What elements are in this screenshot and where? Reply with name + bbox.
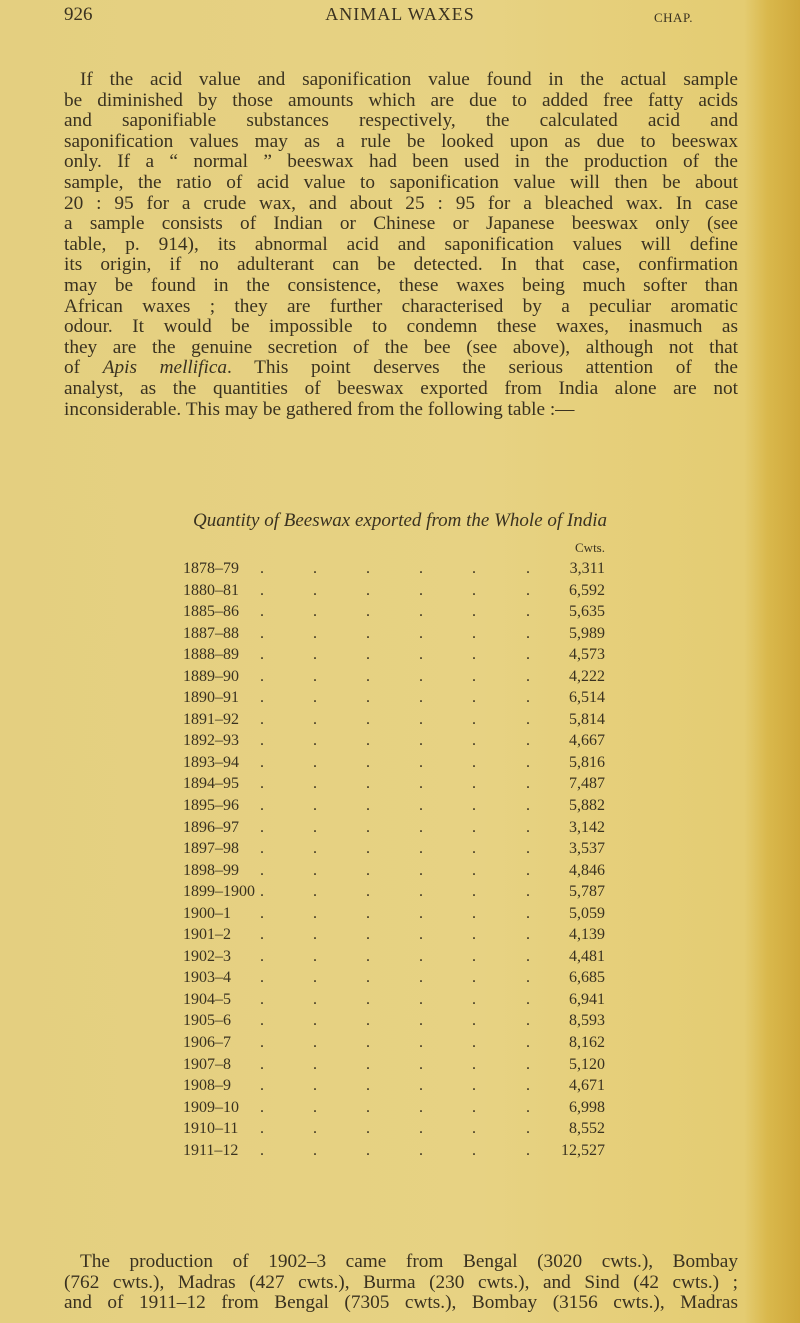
leader-dot: . (419, 732, 423, 750)
text-line: analyst, as the quantities of beeswax exported from India alone are not (64, 377, 738, 399)
leader-dot: . (526, 947, 530, 965)
year-cell: 1899–1900 (183, 883, 255, 901)
table-row (0, 881, 800, 903)
year-cell: 1895–96 (183, 797, 239, 815)
leader-dot: . (419, 1034, 423, 1052)
leader-dot: . (419, 904, 423, 922)
leader-dot: . (526, 753, 530, 771)
leader-dot: . (313, 861, 317, 879)
text-line: and of 1911–12 from Bengal (7305 cwts.), Bombay (3156 cwts.), Madras (64, 1292, 738, 1314)
table-row (0, 773, 800, 795)
text-line: and saponifiable substances respectively, the calculated acid and (64, 110, 738, 132)
year-cell: 1891–92 (183, 710, 239, 728)
leader-dot: . (526, 710, 530, 728)
leader-dot: . (472, 1077, 476, 1095)
leader-dot: . (419, 1120, 423, 1138)
year-cell: 1903–4 (183, 969, 231, 987)
value-cell: 5,882 (569, 797, 605, 815)
leader-dot: . (419, 753, 423, 771)
text-line: If the acid value and saponification value found in the actual sample (80, 69, 738, 90)
text-line: be diminished by those amounts which are due to added free fatty acids (64, 89, 738, 111)
value-cell: 5,787 (569, 883, 605, 901)
leader-dot: . (526, 904, 530, 922)
leader-dot: . (260, 969, 264, 987)
text-line: its origin, if no adulterant can be detected. In that case, confirmation (64, 254, 738, 276)
leader-dot: . (260, 753, 264, 771)
leader-dot: . (419, 581, 423, 599)
leader-dot: . (260, 710, 264, 728)
text-line: (762 cwts.), Madras (427 cwts.), Burma (230 cwts.), and Sind (42 cwts.) ; (64, 1271, 738, 1293)
value-cell: 5,814 (569, 710, 605, 728)
leader-dot: . (313, 840, 317, 858)
table-row (0, 644, 800, 666)
text-line: table, p. 914), its abnormal acid and saponification values will define (64, 233, 738, 255)
leader-dot: . (313, 990, 317, 1008)
year-cell: 1902–3 (183, 947, 231, 965)
leader-dot: . (313, 646, 317, 664)
year-cell: 1890–91 (183, 689, 239, 707)
year-cell: 1898–99 (183, 861, 239, 879)
running-title: ANIMAL WAXES (325, 4, 475, 24)
leader-dot: . (526, 1098, 530, 1116)
value-cell: 5,816 (569, 753, 605, 771)
leader-dot: . (366, 904, 370, 922)
text-line: a sample consists of Indian or Chinese or Japanese beeswax only (see (64, 213, 738, 235)
leader-dot: . (419, 969, 423, 987)
leader-dot: . (526, 1077, 530, 1095)
year-cell: 1910–11 (183, 1120, 239, 1138)
leader-dot: . (366, 646, 370, 664)
leader-dot: . (260, 667, 264, 685)
leader-dot: . (472, 560, 476, 577)
leader-dot: . (366, 840, 370, 858)
leader-dot: . (526, 990, 530, 1008)
text-line: odour. It would be impossible to condemn these waxes, inasmuch as (64, 316, 738, 338)
leader-dot: . (260, 775, 264, 793)
leader-dot: . (472, 624, 476, 642)
leader-dot: . (260, 797, 264, 815)
table-row (0, 838, 800, 860)
value-cell: 3,142 (569, 818, 605, 836)
year-cell: 1904–5 (183, 990, 231, 1008)
leader-dot: . (526, 840, 530, 858)
text-line: of Apis mellifica. This point deserves the serious attention of the (64, 357, 738, 379)
leader-dot: . (419, 797, 423, 815)
leader-dot: . (260, 581, 264, 599)
leader-dot: . (472, 1098, 476, 1116)
leader-dot: . (313, 732, 317, 750)
year-cell: 1878–79 (183, 560, 239, 577)
table-row (0, 709, 800, 731)
year-cell: 1901–2 (183, 926, 231, 944)
value-cell: 3,537 (569, 840, 605, 858)
value-cell: 7,487 (569, 775, 605, 793)
table-row (0, 1118, 800, 1140)
leader-dot: . (419, 1141, 423, 1159)
table-row (0, 1054, 800, 1076)
text-line: The production of 1902–3 came from Bengal (3020 cwts.), Bombay (80, 1251, 738, 1272)
leader-dot: . (366, 1120, 370, 1138)
value-cell: 6,685 (569, 969, 605, 987)
table-row (0, 1097, 800, 1119)
leader-dot: . (472, 1055, 476, 1073)
leader-dot: . (472, 581, 476, 599)
leader-dot: . (419, 667, 423, 685)
leader-dot: . (260, 926, 264, 944)
page-number: 926 (64, 4, 93, 25)
value-cell: 6,998 (569, 1098, 605, 1116)
leader-dot: . (472, 883, 476, 901)
leader-dot: . (419, 646, 423, 664)
table-row (0, 946, 800, 968)
leader-dot: . (366, 990, 370, 1008)
leader-dot: . (526, 861, 530, 879)
year-cell: 1907–8 (183, 1055, 231, 1073)
leader-dot: . (366, 775, 370, 793)
leader-dot: . (526, 603, 530, 621)
leader-dot: . (472, 818, 476, 836)
text-line: only. If a “ normal ” beeswax had been used in the production of the (64, 151, 738, 173)
paragraph-intro (64, 70, 738, 420)
leader-dot: . (260, 904, 264, 922)
leader-dot: . (366, 1077, 370, 1095)
leader-dot: . (313, 667, 317, 685)
leader-dot: . (526, 1012, 530, 1030)
leader-dot: . (313, 947, 317, 965)
leader-dot: . (366, 926, 370, 944)
year-cell: 1893–94 (183, 753, 239, 771)
paragraph-production (64, 1252, 738, 1314)
table-row (0, 989, 800, 1011)
table-title: Quantity of Beeswax exported from the Whole of India (192, 510, 608, 531)
leader-dot: . (472, 1012, 476, 1030)
value-cell: 4,667 (569, 732, 605, 750)
leader-dot: . (472, 603, 476, 621)
year-cell: 1911–12 (183, 1141, 239, 1159)
value-cell: 5,989 (569, 624, 605, 642)
leader-dot: . (366, 581, 370, 599)
table-row (0, 1032, 800, 1054)
table-row (0, 817, 800, 839)
leader-dot: . (366, 1141, 370, 1159)
leader-dot: . (366, 689, 370, 707)
leader-dot: . (366, 710, 370, 728)
value-cell: 4,481 (569, 947, 605, 965)
leader-dot: . (526, 1141, 530, 1159)
year-cell: 1900–1 (183, 904, 231, 922)
year-cell: 1905–6 (183, 1012, 231, 1030)
value-cell: 8,162 (569, 1034, 605, 1052)
leader-dot: . (526, 560, 530, 577)
leader-dot: . (260, 840, 264, 858)
chapter-label: CHAP. (654, 10, 693, 25)
leader-dot: . (419, 624, 423, 642)
leader-dot: . (260, 1077, 264, 1095)
value-cell: 6,592 (569, 581, 605, 599)
leader-dot: . (366, 753, 370, 771)
leader-dot: . (526, 1034, 530, 1052)
leader-dot: . (472, 797, 476, 815)
year-cell: 1885–86 (183, 603, 239, 621)
leader-dot: . (260, 624, 264, 642)
text-line: may be found in the consistence, these waxes being much softer than (64, 274, 738, 296)
export-table (0, 558, 800, 1161)
leader-dot: . (472, 926, 476, 944)
leader-dot: . (313, 753, 317, 771)
leader-dot: . (313, 689, 317, 707)
leader-dot: . (313, 710, 317, 728)
leader-dot: . (260, 1012, 264, 1030)
table-row (0, 666, 800, 688)
year-cell: 1894–95 (183, 775, 239, 793)
leader-dot: . (419, 861, 423, 879)
value-cell: 4,222 (569, 667, 605, 685)
year-cell: 1896–97 (183, 818, 239, 836)
leader-dot: . (526, 775, 530, 793)
text-line: sample, the ratio of acid value to saponification value will then be about (64, 171, 738, 193)
leader-dot: . (419, 689, 423, 707)
leader-dot: . (419, 990, 423, 1008)
value-cell: 4,846 (569, 861, 605, 879)
leader-dot: . (366, 603, 370, 621)
leader-dot: . (366, 560, 370, 577)
text-line: 20 : 95 for a crude wax, and about 25 : 95 for a bleached wax. In case (64, 192, 738, 214)
value-cell: 4,573 (569, 646, 605, 664)
leader-dot: . (260, 732, 264, 750)
year-cell: 1887–88 (183, 624, 239, 642)
leader-dot: . (366, 732, 370, 750)
value-cell: 5,635 (569, 603, 605, 621)
leader-dot: . (366, 1055, 370, 1073)
leader-dot: . (419, 818, 423, 836)
leader-dot: . (313, 1141, 317, 1159)
leader-dot: . (472, 732, 476, 750)
leader-dot: . (313, 581, 317, 599)
table-row (0, 1075, 800, 1097)
table-row (0, 558, 800, 580)
table-row (0, 795, 800, 817)
leader-dot: . (260, 646, 264, 664)
leader-dot: . (313, 1012, 317, 1030)
leader-dot: . (313, 883, 317, 901)
leader-dot: . (260, 1055, 264, 1073)
leader-dot: . (472, 1034, 476, 1052)
table-row (0, 924, 800, 946)
leader-dot: . (472, 947, 476, 965)
leader-dot: . (419, 1098, 423, 1116)
leader-dot: . (366, 947, 370, 965)
leader-dot: . (313, 603, 317, 621)
leader-dot: . (366, 861, 370, 879)
leader-dot: . (472, 667, 476, 685)
leader-dot: . (313, 775, 317, 793)
leader-dot: . (313, 969, 317, 987)
leader-dot: . (419, 1012, 423, 1030)
leader-dot: . (472, 775, 476, 793)
leader-dot: . (472, 1120, 476, 1138)
year-cell: 1888–89 (183, 646, 239, 664)
leader-dot: . (419, 840, 423, 858)
leader-dot: . (526, 818, 530, 836)
leader-dot: . (526, 624, 530, 642)
leader-dot: . (472, 840, 476, 858)
leader-dot: . (472, 753, 476, 771)
text-line: African waxes ; they are further characterised by a peculiar aromatic (64, 295, 738, 317)
table-row (0, 1010, 800, 1032)
leader-dot: . (419, 883, 423, 901)
leader-dot: . (526, 1120, 530, 1138)
value-cell: 6,514 (569, 689, 605, 707)
leader-dot: . (526, 797, 530, 815)
leader-dot: . (472, 689, 476, 707)
leader-dot: . (526, 1055, 530, 1073)
value-cell: 8,552 (569, 1120, 605, 1138)
leader-dot: . (313, 560, 317, 577)
value-cell: 12,527 (561, 1141, 605, 1159)
leader-dot: . (313, 1077, 317, 1095)
table-row (0, 903, 800, 925)
table-row (0, 687, 800, 709)
year-cell: 1908–9 (183, 1077, 231, 1095)
leader-dot: . (366, 969, 370, 987)
table-row (0, 752, 800, 774)
leader-dot: . (419, 1055, 423, 1073)
year-cell: 1909–10 (183, 1098, 239, 1116)
leader-dot: . (313, 1034, 317, 1052)
year-cell: 1906–7 (183, 1034, 231, 1052)
table-row (0, 580, 800, 602)
leader-dot: . (260, 1141, 264, 1159)
leader-dot: . (472, 646, 476, 664)
leader-dot: . (472, 1141, 476, 1159)
leader-dot: . (419, 926, 423, 944)
leader-dot: . (366, 624, 370, 642)
leader-dot: . (313, 818, 317, 836)
leader-dot: . (526, 581, 530, 599)
value-cell: 4,671 (569, 1077, 605, 1095)
leader-dot: . (472, 904, 476, 922)
leader-dot: . (366, 883, 370, 901)
table-row (0, 730, 800, 752)
leader-dot: . (526, 969, 530, 987)
leader-dot: . (313, 624, 317, 642)
value-cell: 3,311 (569, 560, 605, 577)
leader-dot: . (366, 797, 370, 815)
unit-header: Cwts. (575, 540, 605, 555)
leader-dot: . (526, 883, 530, 901)
leader-dot: . (419, 603, 423, 621)
leader-dot: . (260, 1098, 264, 1116)
text-line: inconsiderable. This may be gathered from the following table :— (64, 398, 575, 420)
leader-dot: . (472, 861, 476, 879)
leader-dot: . (260, 990, 264, 1008)
value-cell: 5,059 (569, 904, 605, 922)
leader-dot: . (260, 603, 264, 621)
leader-dot: . (260, 861, 264, 879)
leader-dot: . (260, 883, 264, 901)
leader-dot: . (313, 797, 317, 815)
leader-dot: . (366, 1034, 370, 1052)
leader-dot: . (526, 667, 530, 685)
leader-dot: . (260, 1120, 264, 1138)
leader-dot: . (526, 732, 530, 750)
leader-dot: . (526, 926, 530, 944)
leader-dot: . (366, 818, 370, 836)
text-line: saponification values may as a rule be looked upon as due to beeswax (64, 130, 738, 152)
leader-dot: . (526, 689, 530, 707)
leader-dot: . (472, 969, 476, 987)
leader-dot: . (419, 1077, 423, 1095)
table-row (0, 601, 800, 623)
leader-dot: . (419, 560, 423, 577)
leader-dot: . (260, 689, 264, 707)
table-row (0, 860, 800, 882)
year-cell: 1897–98 (183, 840, 239, 858)
leader-dot: . (313, 1055, 317, 1073)
leader-dot: . (260, 818, 264, 836)
value-cell: 5,120 (569, 1055, 605, 1073)
leader-dot: . (366, 1098, 370, 1116)
leader-dot: . (260, 947, 264, 965)
table-row (0, 967, 800, 989)
leader-dot: . (472, 710, 476, 728)
leader-dot: . (260, 560, 264, 577)
year-cell: 1889–90 (183, 667, 239, 685)
leader-dot: . (526, 646, 530, 664)
value-cell: 6,941 (569, 990, 605, 1008)
leader-dot: . (366, 1012, 370, 1030)
value-cell: 8,593 (569, 1012, 605, 1030)
leader-dot: . (366, 667, 370, 685)
leader-dot: . (472, 990, 476, 1008)
leader-dot: . (419, 775, 423, 793)
leader-dot: . (313, 904, 317, 922)
year-cell: 1892–93 (183, 732, 239, 750)
leader-dot: . (313, 1120, 317, 1138)
year-cell: 1880–81 (183, 581, 239, 599)
leader-dot: . (419, 947, 423, 965)
table-row (0, 623, 800, 645)
table-row (0, 1140, 800, 1162)
leader-dot: . (260, 1034, 264, 1052)
leader-dot: . (419, 710, 423, 728)
value-cell: 4,139 (569, 926, 605, 944)
text-line: they are the genuine secretion of the bee (see above), although not that (64, 336, 738, 358)
leader-dot: . (313, 1098, 317, 1116)
leader-dot: . (313, 926, 317, 944)
